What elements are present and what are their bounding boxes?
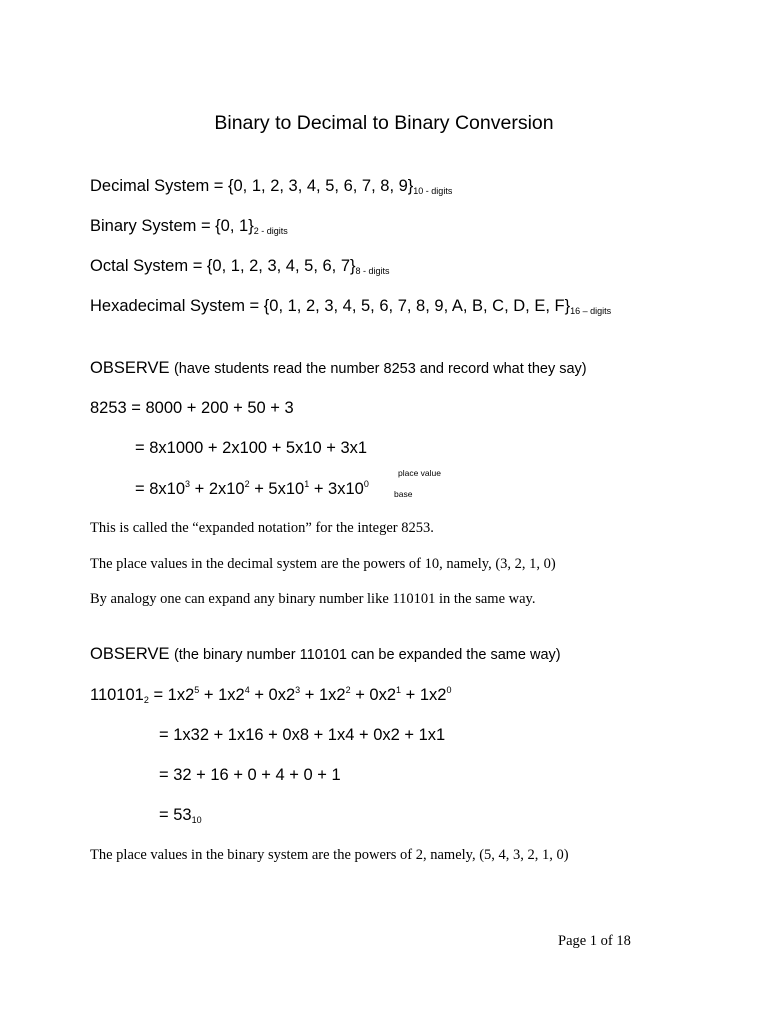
decimal-exponent-3: 1 [304,479,310,489]
binary-system-label: Binary System = {0, 1} [90,217,254,235]
binary-expansion-line-1 [90,686,451,705]
base-label: base [394,489,413,499]
binary-number-base: 2 [143,695,149,705]
binary-term-1: = 1x2 [148,686,195,704]
decimal-system-line [90,177,452,196]
observe-heading-1 [90,359,587,378]
decimal-system-label: Decimal System = {0, 1, 2, 3, 4, 5, 6, 7, 8, 9} [90,177,414,195]
binary-exponent-4: 2 [345,685,351,695]
observe-label-1: OBSERVE [90,359,170,377]
octal-system-subscript: 8 - digits [355,266,390,276]
decimal-expansion-line-2: = 8x1000 + 2x100 + 5x10 + 3x1 [135,439,368,457]
binary-term-5: + 0x2 [350,686,397,704]
decimal-exponent-2: 2 [244,479,250,489]
decimal-exponent-1: 3 [185,479,191,489]
binary-result-base: 10 [191,815,202,825]
decimal-exponent-4: 0 [363,479,369,489]
hexadecimal-system-subscript: 16 – digits [570,306,612,316]
observe-heading-2 [90,645,561,664]
decimal-system-subscript: 10 - digits [413,186,453,196]
decimal-term-2: + 2x10 [190,480,245,498]
octal-system-label: Octal System = {0, 1, 2, 3, 4, 5, 6, 7} [90,257,356,275]
binary-exponent-2: 4 [244,685,250,695]
binary-term-3: + 0x2 [249,686,296,704]
binary-result: = 53 [159,806,192,824]
observe-note-1: (have students read the number 8253 and record what they say) [173,361,587,377]
binary-expansion-line-3: = 32 + 16 + 0 + 4 + 0 + 1 [159,766,341,784]
binary-exponent-3: 3 [295,685,301,695]
paragraph-binary-place-values: The place values in the binary system are the powers of 2, namely, (5, 4, 3, 2, 1, 0) [90,847,569,863]
paragraph-expanded-notation: This is called the “expanded notation” for the integer 8253. [90,520,434,536]
decimal-expansion-line-3 [135,480,369,499]
paragraph-decimal-place-values: The place values in the decimal system are the powers of 10, namely, (3, 2, 1, 0) [90,556,556,572]
place-value-label: place value [398,468,442,478]
paragraph-binary-analogy: By analogy one can expand any binary number like 110101 in the same way. [90,591,536,607]
binary-exponent-5: 1 [396,685,402,695]
observe-note-2: (the binary number 110101 can be expanded the same way) [173,647,561,663]
decimal-term-4: + 3x10 [309,480,364,498]
decimal-expansion-line-1: 8253 = 8000 + 200 + 50 + 3 [90,399,294,417]
binary-expansion-line-4 [159,806,202,825]
octal-system-line [90,257,390,276]
hexadecimal-system-label: Hexadecimal System = {0, 1, 2, 3, 4, 5, 6, 7, 8, 9, A, B, C, D, E, F} [90,297,571,315]
binary-term-4: + 1x2 [300,686,346,704]
binary-number: 110101 [90,686,144,704]
binary-exponent-6: 0 [446,685,452,695]
page-number-footer: Page 1 of 18 [558,933,631,949]
decimal-term-1: = 8x10 [135,480,185,498]
binary-exponent-1: 5 [194,685,200,695]
observe-label-2: OBSERVE [90,645,170,663]
binary-term-2: + 1x2 [199,686,245,704]
hexadecimal-system-line [90,297,611,316]
binary-system-line [90,217,288,236]
binary-expansion-line-2: = 1x32 + 1x16 + 0x8 + 1x4 + 0x2 + 1x1 [159,726,446,744]
page-title: Binary to Decimal to Binary Conversion [214,112,554,134]
binary-system-subscript: 2 - digits [253,226,288,236]
binary-term-6: + 1x2 [401,686,447,704]
decimal-term-3: + 5x10 [249,480,305,498]
